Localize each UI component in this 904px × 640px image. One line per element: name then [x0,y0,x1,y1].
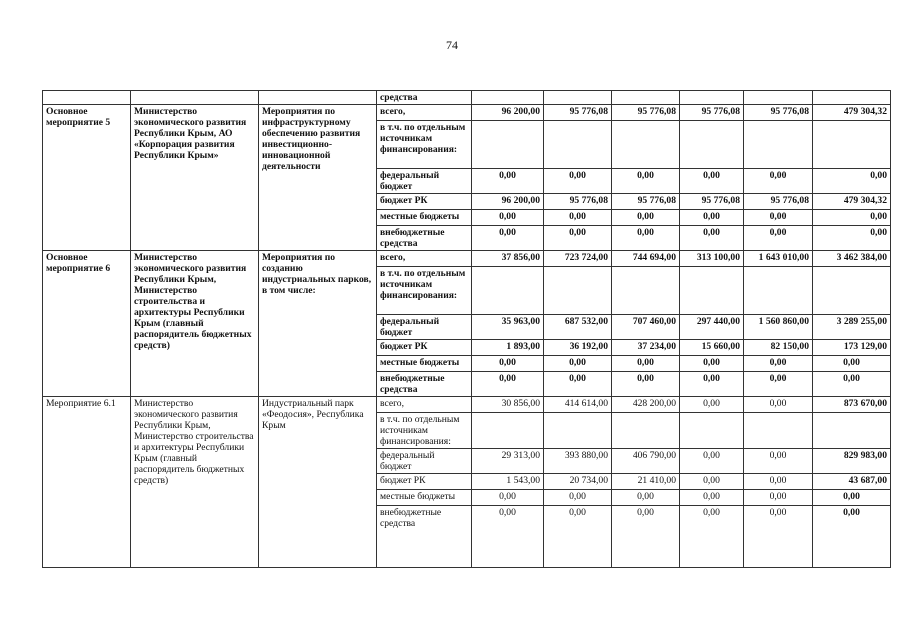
value-cell: 0,00 [472,490,544,506]
value-cell: 20 734,00 [544,474,612,490]
activity: Мероприятия по созданию индустриальных парков, в том числе: [259,251,377,397]
source-label: бюджет РК [377,194,472,210]
value-cell: 0,00 [680,356,744,372]
value-cell: 0,00 [744,449,813,474]
value-cell: 0,00 [612,490,680,506]
value-cell: 96 200,00 [472,194,544,210]
value-cell: 0,00 [744,506,813,568]
value-cell [544,413,612,449]
value-cell: 43 687,00 [813,474,891,490]
value-cell: 0,00 [813,169,891,194]
source-label: бюджет РК [377,474,472,490]
value-cell: 829 983,00 [813,449,891,474]
value-cell [612,121,680,169]
value-cell: 723 724,00 [544,251,612,267]
value-cell: 0,00 [680,490,744,506]
value-cell: 82 150,00 [744,340,813,356]
value-cell: 95 776,08 [612,194,680,210]
value-cell: 0,00 [680,210,744,226]
value-cell: 0,00 [744,226,813,251]
value-cell: 35 963,00 [472,315,544,340]
value-cell [744,267,813,315]
value-cell: 0,00 [544,169,612,194]
value-cell: 21 410,00 [612,474,680,490]
value-cell: 29 313,00 [472,449,544,474]
source-label: федеральный бюджет [377,315,472,340]
executor: Министерство экономического развития Республики Крым, Министерство строительства и архитектуры Республики Крым (главный распорядитель бюджетных средств) [131,397,259,568]
value-cell: 0,00 [744,372,813,397]
value-cell: 0,00 [544,490,612,506]
value-cell [813,267,891,315]
value-cell [680,121,744,169]
value-cell: 744 694,00 [612,251,680,267]
value-cell: 0,00 [744,397,813,413]
value-cell: 0,00 [680,169,744,194]
value-cell: 0,00 [680,372,744,397]
activity: Мероприятия по инфраструктурному обеспечению развития инвестиционно-инновационной деятельности [259,105,377,251]
value-cell: 0,00 [813,226,891,251]
empty-cell [472,91,544,105]
source-label: всего, [377,105,472,121]
source-label: всего, [377,397,472,413]
value-cell: 0,00 [612,210,680,226]
source-label: местные бюджеты [377,490,472,506]
source-label: внебюджетные средства [377,226,472,251]
value-cell: 95 776,08 [744,105,813,121]
activity: Индустриальный парк «Феодосия», Республика Крым [259,397,377,568]
value-cell: 0,00 [744,356,813,372]
value-cell: 0,00 [744,169,813,194]
table-row [43,105,891,121]
source-label: федеральный бюджет [377,449,472,474]
value-cell: 0,00 [813,356,891,372]
value-cell: 95 776,08 [612,105,680,121]
value-cell: 15 660,00 [680,340,744,356]
value-cell: 313 100,00 [680,251,744,267]
value-cell: 0,00 [680,226,744,251]
source-label: средства [377,91,472,105]
value-cell: 0,00 [612,356,680,372]
value-cell: 0,00 [744,210,813,226]
value-cell: 0,00 [472,356,544,372]
value-cell [472,413,544,449]
financing-table [42,90,891,568]
value-cell: 0,00 [813,506,891,568]
value-cell: 687 532,00 [544,315,612,340]
value-cell: 0,00 [544,506,612,568]
value-cell: 1 643 010,00 [744,251,813,267]
value-cell: 0,00 [472,210,544,226]
value-cell: 1 543,00 [472,474,544,490]
empty-cell [544,91,612,105]
value-cell: 30 856,00 [472,397,544,413]
empty-cell [813,91,891,105]
value-cell: 0,00 [612,226,680,251]
value-cell: 1 560 860,00 [744,315,813,340]
value-cell [680,267,744,315]
source-label: всего, [377,251,472,267]
value-cell: 95 776,08 [680,105,744,121]
value-cell [813,413,891,449]
value-cell: 95 776,08 [680,194,744,210]
value-cell: 0,00 [612,506,680,568]
source-label: федеральный бюджет [377,169,472,194]
empty-cell [131,91,259,105]
table-row [43,251,891,267]
value-cell: 0,00 [680,397,744,413]
value-cell: 3 462 384,00 [813,251,891,267]
value-cell: 173 129,00 [813,340,891,356]
table-row [43,397,891,413]
value-cell [544,267,612,315]
value-cell: 95 776,08 [544,194,612,210]
value-cell: 0,00 [544,210,612,226]
value-cell: 95 776,08 [544,105,612,121]
value-cell: 0,00 [472,372,544,397]
value-cell: 0,00 [744,490,813,506]
value-cell: 0,00 [544,226,612,251]
value-cell [612,267,680,315]
value-cell [744,413,813,449]
measure-name: Мероприятие 6.1 [43,397,131,568]
value-cell: 297 440,00 [680,315,744,340]
value-cell: 0,00 [544,356,612,372]
value-cell [680,413,744,449]
value-cell: 0,00 [813,210,891,226]
value-cell: 0,00 [680,449,744,474]
source-label: в т.ч. по отдельным источникам финансирования: [377,413,472,449]
value-cell: 0,00 [680,506,744,568]
empty-cell [43,91,131,105]
value-cell [472,267,544,315]
empty-cell [259,91,377,105]
value-cell: 37 856,00 [472,251,544,267]
value-cell: 428 200,00 [612,397,680,413]
measure-name: Основное мероприятие 6 [43,251,131,397]
value-cell: 479 304,32 [813,105,891,121]
source-label: местные бюджеты [377,210,472,226]
value-cell: 0,00 [813,490,891,506]
value-cell: 0,00 [612,372,680,397]
value-cell [612,413,680,449]
value-cell [813,121,891,169]
value-cell: 0,00 [472,169,544,194]
value-cell: 95 776,08 [744,194,813,210]
value-cell: 873 670,00 [813,397,891,413]
source-label: внебюджетные средства [377,506,472,568]
executor: Министерство экономического развития Республики Крым, Министерство строительства и архитектуры Республики Крым (главный распорядитель бюджетных средств) [131,251,259,397]
value-cell [544,121,612,169]
value-cell: 0,00 [612,169,680,194]
value-cell: 1 893,00 [472,340,544,356]
value-cell: 36 192,00 [544,340,612,356]
empty-cell [744,91,813,105]
measure-name: Основное мероприятие 5 [43,105,131,251]
value-cell: 0,00 [472,506,544,568]
value-cell: 37 234,00 [612,340,680,356]
value-cell: 3 289 255,00 [813,315,891,340]
value-cell: 0,00 [744,474,813,490]
source-label: в т.ч. по отдельным источникам финансирования: [377,267,472,315]
value-cell: 96 200,00 [472,105,544,121]
empty-cell [612,91,680,105]
value-cell: 406 790,00 [612,449,680,474]
value-cell: 414 614,00 [544,397,612,413]
carry-over-row [43,91,891,105]
value-cell: 707 460,00 [612,315,680,340]
value-cell [744,121,813,169]
value-cell: 0,00 [813,372,891,397]
value-cell: 479 304,32 [813,194,891,210]
value-cell: 0,00 [680,474,744,490]
value-cell: 0,00 [472,226,544,251]
page-number: 74 [446,38,458,52]
source-label: бюджет РК [377,340,472,356]
source-label: местные бюджеты [377,356,472,372]
value-cell: 393 880,00 [544,449,612,474]
value-cell: 0,00 [544,372,612,397]
empty-cell [680,91,744,105]
value-cell [472,121,544,169]
executor: Министерство экономического развития Республики Крым, АО «Корпорация развития Республики Крым» [131,105,259,251]
source-label: внебюджетные средства [377,372,472,397]
source-label: в т.ч. по отдельным источникам финансирования: [377,121,472,169]
